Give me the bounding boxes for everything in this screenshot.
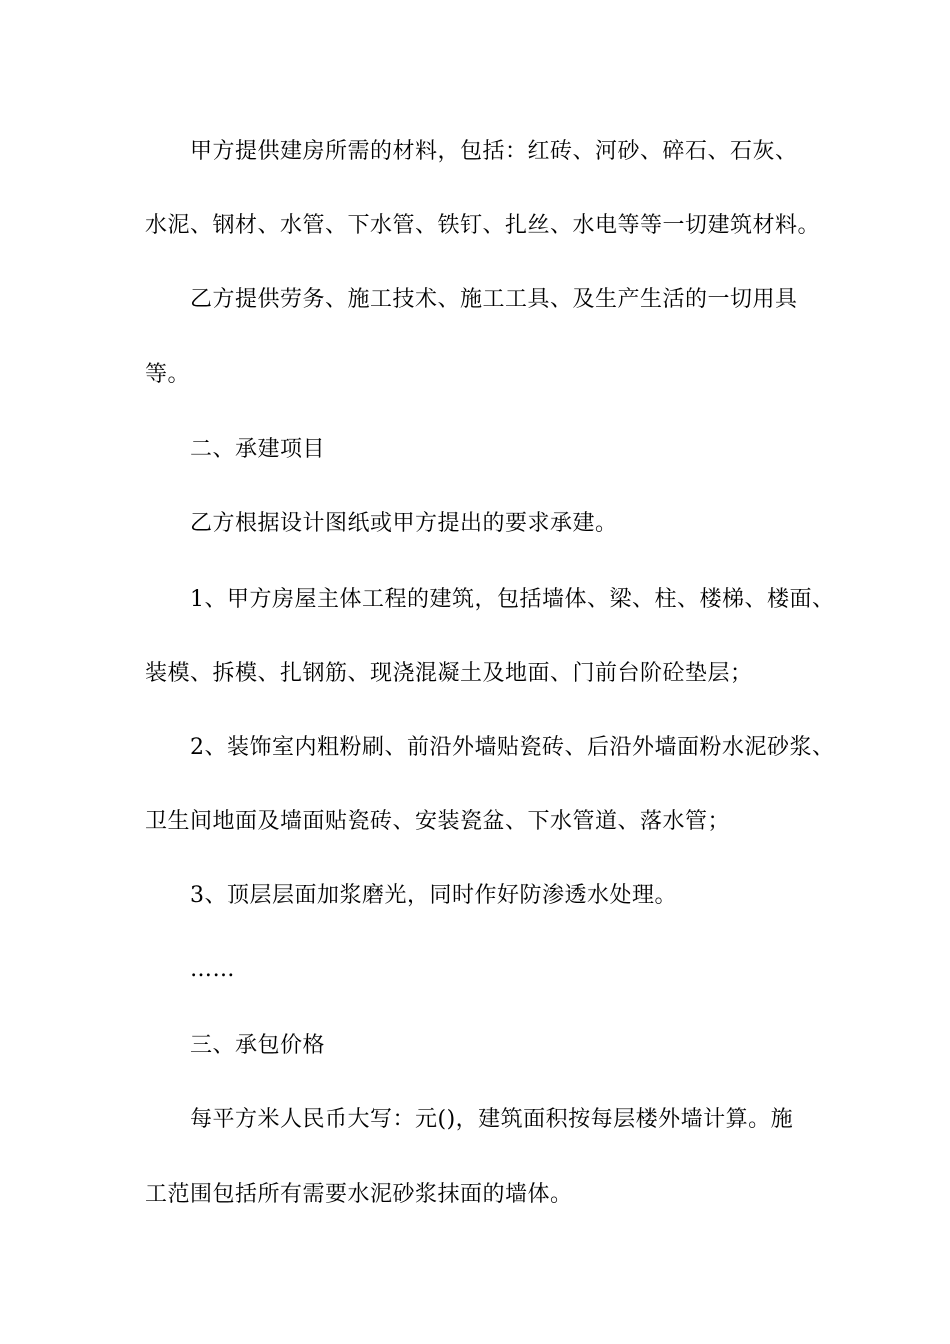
paragraph-labor-line-2: 等。 bbox=[145, 362, 191, 387]
section-heading-contract-price: 三、承包价格 bbox=[190, 1033, 326, 1058]
list-item-2-line-2: 卫生间地面及墙面贴瓷砖、安装瓷盆、下水管道、落水管； bbox=[145, 809, 731, 834]
paragraph-materials-line-2: 水泥、钢材、水管、下水管、铁钉、扎丝、水电等等一切建筑材料。 bbox=[145, 213, 821, 238]
list-item-2-line-1: 2、装饰室内粗粉刷、前沿外墙贴瓷砖、后沿外墙面粉水泥砂浆、 bbox=[190, 735, 835, 760]
paragraph-price-line-2: 工范围包括所有需要水泥砂浆抹面的墙体。 bbox=[145, 1182, 573, 1207]
list-item-1-line-1: 1、甲方房屋主体工程的建筑，包括墙体、梁、柱、楼梯、楼面、 bbox=[190, 587, 835, 612]
list-item-3: 3、顶层层面加浆磨光，同时作好防渗透水处理。 bbox=[190, 883, 677, 908]
paragraph-construction-requirement: 乙方根据设计图纸或甲方提出的要求承建。 bbox=[190, 511, 618, 536]
paragraph-materials-line-1: 甲方提供建房所需的材料，包括：红砖、河砂、碎石、石灰、 bbox=[190, 139, 798, 164]
list-item-1-line-2: 装模、拆模、扎钢筋、现浇混凝土及地面、门前台阶砼垫层； bbox=[145, 661, 753, 686]
ellipsis: …… bbox=[190, 957, 235, 982]
paragraph-labor-line-1: 乙方提供劳务、施工技术、施工工具、及生产生活的一切用具 bbox=[190, 287, 798, 312]
paragraph-price-line-1: 每平方米人民币大写：元()，建筑面积按每层楼外墙计算。施 bbox=[190, 1107, 794, 1132]
section-heading-construction-items: 二、承建项目 bbox=[190, 437, 326, 462]
